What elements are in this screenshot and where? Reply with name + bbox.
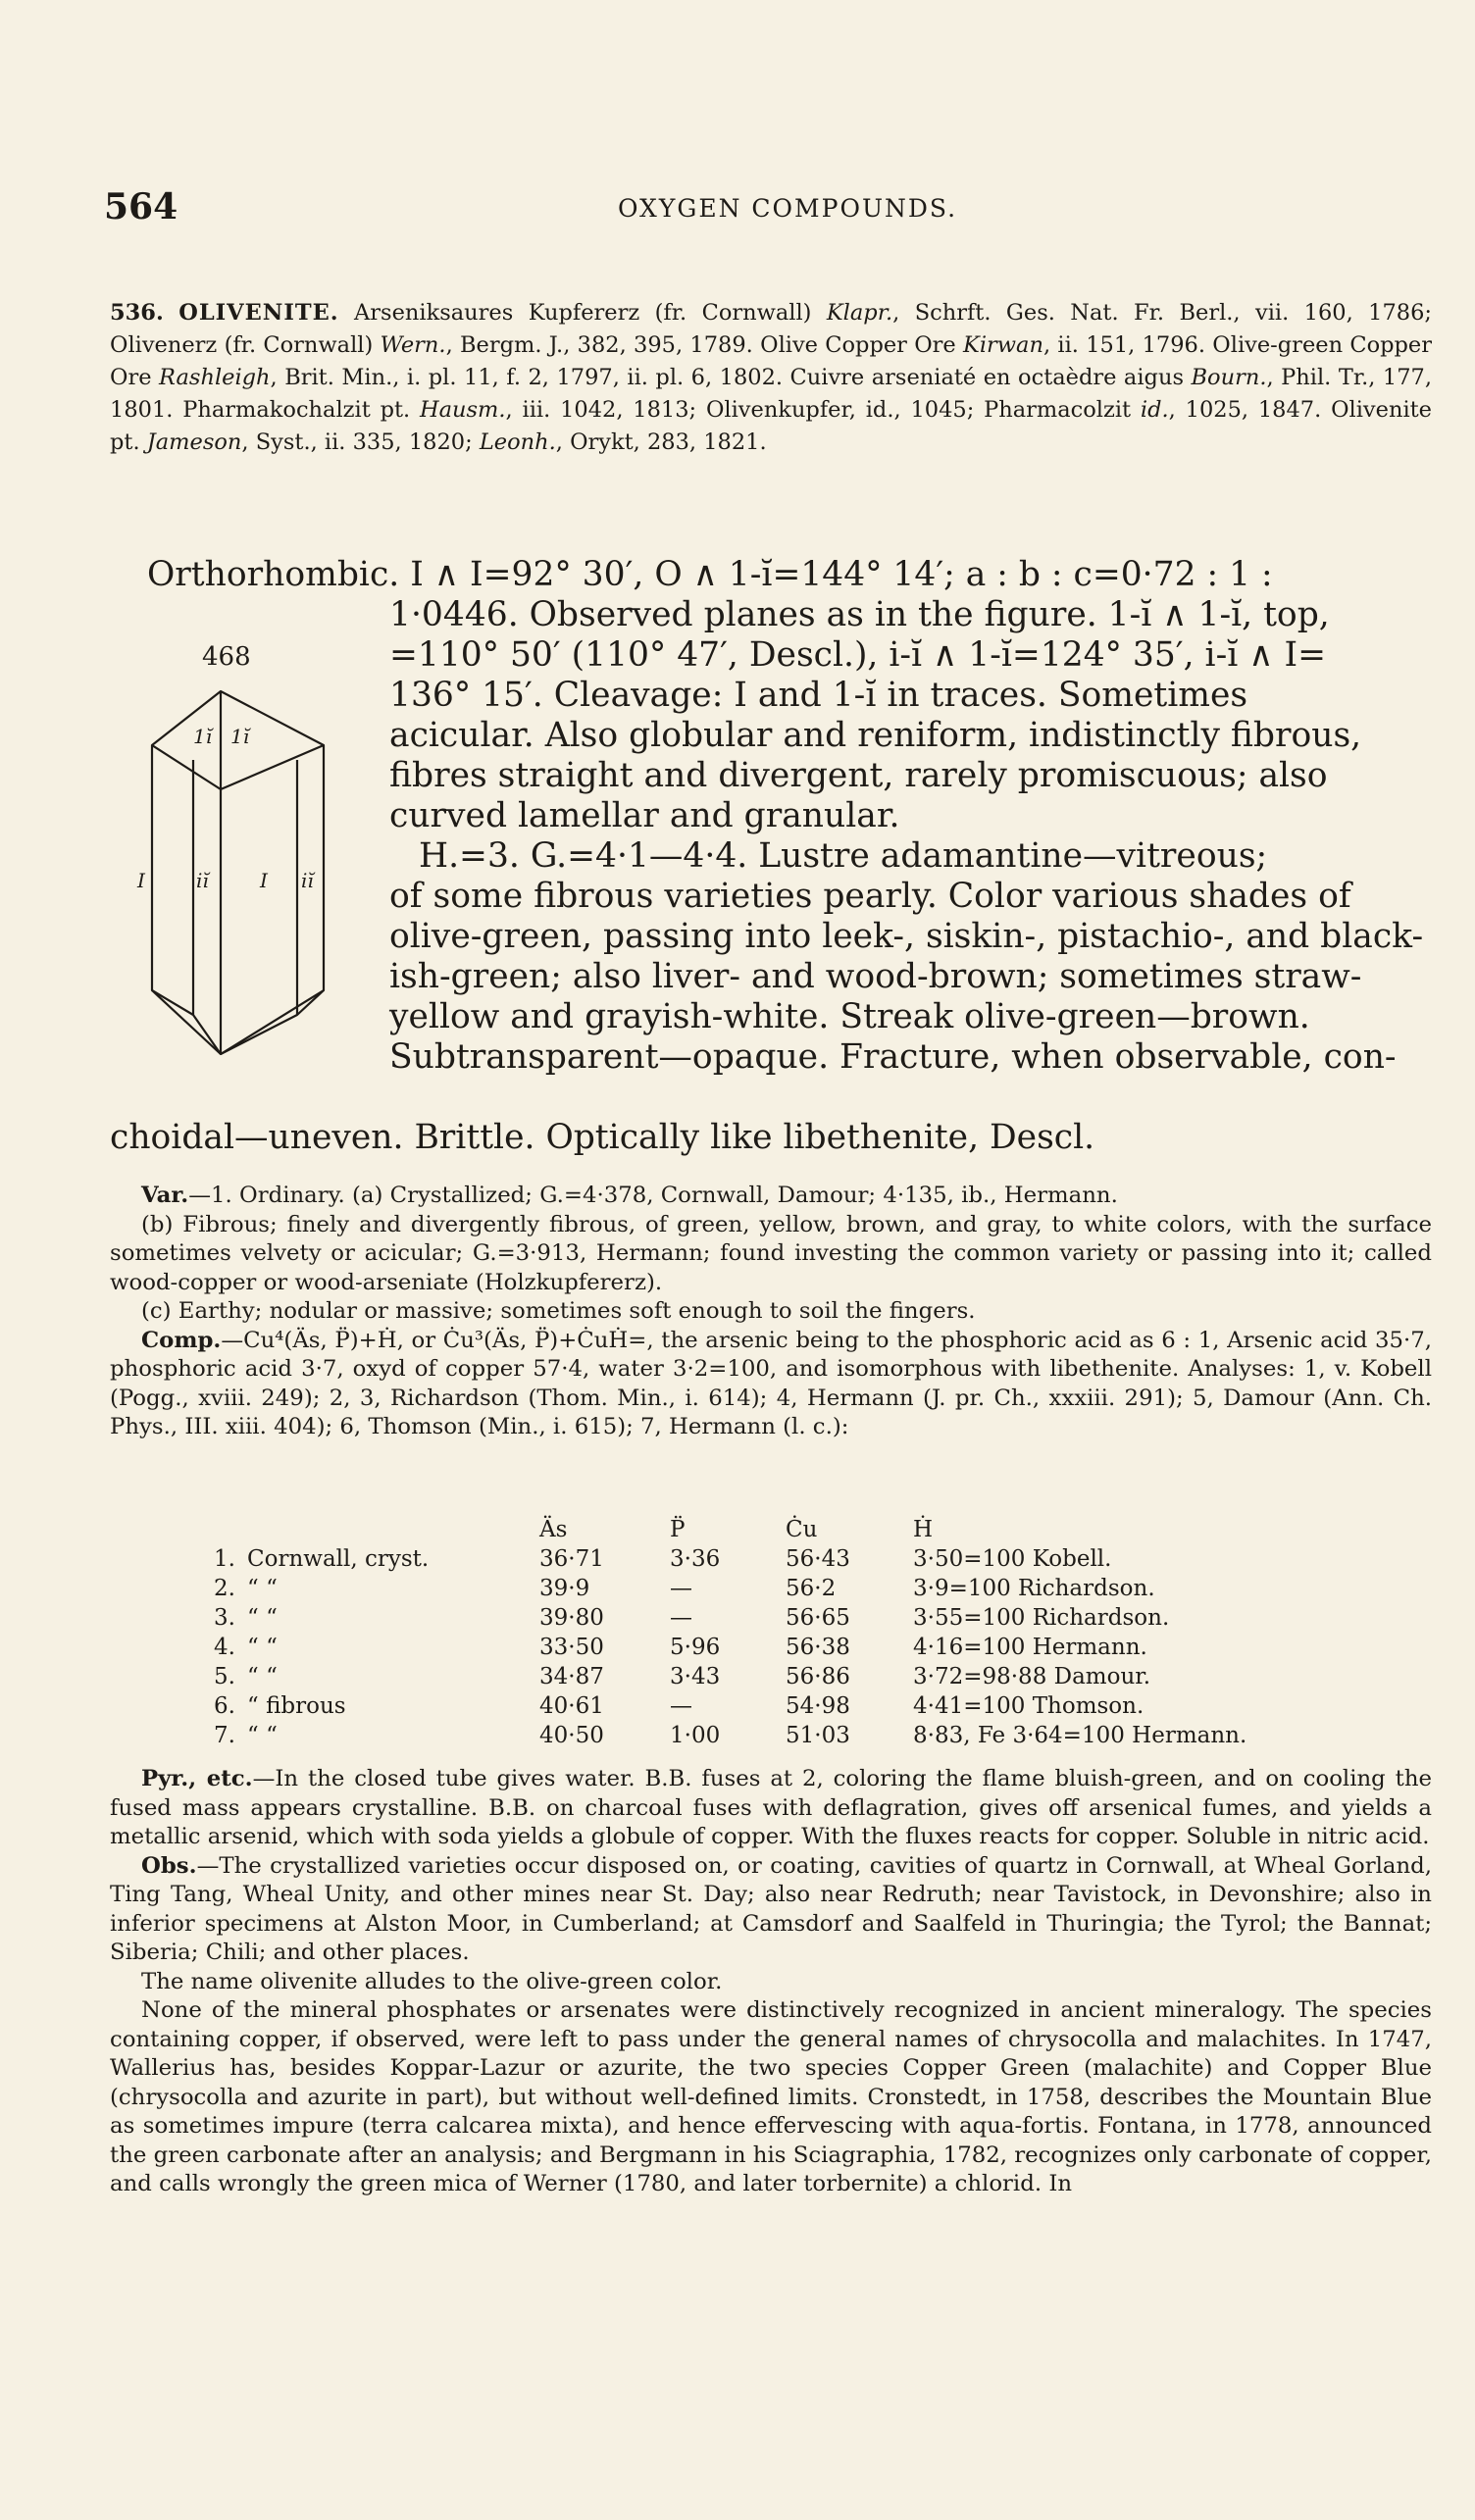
- description-line: Subtransparent—opaque. Fracture, when observable, con-: [389, 1037, 1397, 1077]
- table-cell: 4·41=100 Thomson.: [913, 1693, 1144, 1719]
- table-cell: 5.: [214, 1664, 235, 1689]
- table-row: [191, 1723, 1246, 1752]
- table-cell: Cornwall, cryst.: [247, 1546, 430, 1572]
- face-label-I-left: I: [137, 869, 145, 892]
- synonymy-segment: Wern.: [380, 332, 446, 358]
- table-cell: “ fibrous: [247, 1693, 346, 1719]
- face-label-ii-right: iĭ: [301, 869, 314, 892]
- table-cell: 54·98: [786, 1693, 850, 1719]
- table-cell: “ “: [247, 1576, 278, 1601]
- table-header: [191, 1517, 235, 1546]
- variety-ordinary: —1. Ordinary. (a) Crystallized; G.=4·378, Cornwall, Damour; 4·135, ib., Hermann.: [188, 1183, 1118, 1208]
- synonymy-segment: , Phil. Tr., 177, 1801. Pharmakochalzit pt.: [110, 365, 1433, 423]
- table-cell: 3·9=100 Richardson.: [913, 1576, 1155, 1601]
- description-line: yellow and grayish-white. Streak olive-green—brown.: [389, 997, 1310, 1036]
- synonymy-segment: , Syst., ii. 335, 1820;: [241, 429, 480, 455]
- table-header: [235, 1517, 539, 1546]
- synonymy-segment: Rashleigh: [159, 365, 271, 390]
- table-row: [191, 1605, 1246, 1635]
- table-cell: 3.: [214, 1605, 235, 1631]
- table-header: Äs: [539, 1517, 568, 1542]
- table-cell: 56·38: [786, 1635, 850, 1660]
- table-cell: 39·80: [539, 1605, 604, 1631]
- synonymy-segment: , Bergm. J., 382, 395, 1789. Olive Copper Ore: [445, 332, 964, 358]
- analyses-table: [191, 1517, 1246, 1752]
- table-cell: “ “: [247, 1635, 278, 1660]
- table-cell: 3·72=98·88 Damour.: [913, 1664, 1151, 1689]
- table-cell: —: [670, 1693, 692, 1719]
- table-cell: 3·50=100 Kobell.: [913, 1546, 1112, 1572]
- table-header: Ḣ: [913, 1517, 934, 1542]
- table-row: [191, 1635, 1246, 1664]
- entry-synonymy: [110, 297, 1432, 459]
- table-cell: “ “: [247, 1605, 278, 1631]
- table-cell: 4.: [214, 1635, 235, 1660]
- entry-name: OLIVENITE.: [178, 300, 339, 326]
- table-cell: 56·2: [786, 1576, 837, 1601]
- description-line: of some fibrous varieties pearly. Color various shades of: [389, 877, 1351, 916]
- description-line: ish-green; also liver- and wood-brown; sometimes straw-: [389, 957, 1362, 996]
- table-row: [191, 1576, 1246, 1605]
- description-line: fibres straight and divergent, rarely promiscuous; also: [389, 756, 1328, 795]
- table-cell: 3·55=100 Richardson.: [913, 1605, 1170, 1631]
- entry-number: 536.: [110, 300, 164, 326]
- face-label-I-front: I: [260, 869, 268, 892]
- pyr-label: Pyr., etc.: [141, 1766, 253, 1791]
- description-line: curved lamellar and granular.: [389, 796, 900, 835]
- obs-text: —The crystallized varieties occur disposed on, or coating, cavities of quartz in Cornwall, at Wheal Gorland, Ting Tang, Wheal Unity, and other mines near St. Day; also near Redruth; near Tavistock, in Devonshire; also in inferior specimens at Alston Moor, in Cumberland; at Camsdorf and Saalfeld in Thuringia; the Tyrol; the Bannat; Siberia; Chili; and other places.: [110, 1852, 1432, 1965]
- table-cell: —: [670, 1605, 692, 1631]
- description-line: acicular. Also globular and reniform, indistinctly fibrous,: [389, 716, 1362, 755]
- synonymy-segment: id.: [1140, 397, 1169, 423]
- table-cell: 34·87: [539, 1664, 604, 1689]
- variety-fibrous: (b) Fibrous; finely and divergently fibrous, of green, yellow, brown, and gray, to white colors, with the surface sometimes velvety or acicular; G.=3·913, Hermann; found investing the common variety or passing into it; called wood-copper or wood-arseniate (Holzkupfererz).: [110, 1211, 1432, 1295]
- synonymy-segment: , Brit. Min., i. pl. 11, f. 2, 1797, ii. pl. 6, 1802. Cuivre arseniaté en octaèdre aigus: [270, 365, 1192, 390]
- history-text: None of the mineral phosphates or arsenates were distinctively recognized in ancient mineralogy. The species containing copper, if observed, were left to pass under the general names of chrysocolla and malachites. In 1747, Wallerius has, besides Koppar-Lazur or azurite, the two species Copper Green (malachite) and Copper Blue (chrysocolla and azurite in part), but without well-defined limits. Cronstedt, in 1758, describes the Mountain Blue as sometimes impure (terra calcarea mixta), and hence effervescing with aqua-fortis. Fontana, in 1778, announced the green carbonate after an analysis; and Bergmann in his Sciagraphia, 1782, recognizes only carbonate of copper, and calls wrongly the green mica of Werner (1780, and later torbernite) a chlorid. In: [110, 1997, 1432, 2196]
- table-cell: 51·03: [786, 1723, 850, 1748]
- varieties-section: [110, 1182, 1432, 1442]
- table-row: [191, 1546, 1246, 1576]
- varieties-label: Var.: [141, 1183, 189, 1208]
- table-cell: 1·00: [670, 1723, 721, 1748]
- face-label-1i-right: 1ĭ: [230, 725, 250, 748]
- table-cell: 56·43: [786, 1546, 850, 1572]
- table-cell: 6.: [214, 1693, 235, 1719]
- table-header: Ċu: [786, 1517, 818, 1542]
- description-line: 136° 15′. Cleavage: I and 1-ĭ in traces. Sometimes: [389, 676, 1248, 715]
- synonymy-segment: Klapr.: [826, 300, 893, 326]
- page-number: 564: [104, 186, 178, 227]
- table-cell: 7.: [214, 1723, 235, 1748]
- table-row: [191, 1693, 1246, 1723]
- synonymy-segment: , Orykt, 283, 1821.: [555, 429, 767, 455]
- synonymy-segment: Arseniksaures Kupfererz (fr. Cornwall): [354, 300, 827, 326]
- description-line: 1·0446. Observed planes as in the figure. 1-ĭ ∧ 1-ĭ, top,: [389, 595, 1330, 634]
- face-label-ii-front: iĭ: [196, 869, 209, 892]
- description-block: [389, 595, 1432, 1078]
- name-note: The name olivenite alludes to the olive-green color.: [141, 1968, 723, 1994]
- crystal-figure: [132, 677, 343, 1074]
- description-line: =110° 50′ (110° 47′, Descl.), i-ĭ ∧ 1-ĭ=124° 35′, i-ĭ ∧ I=: [389, 635, 1326, 675]
- description-tail: choidal—uneven. Brittle. Optically like libethenite, Descl.: [110, 1118, 1095, 1157]
- table-row: [191, 1664, 1246, 1693]
- table-cell: 5·96: [670, 1635, 721, 1660]
- table-cell: 36·71: [539, 1546, 604, 1572]
- running-title: OXYGEN COMPOUNDS.: [618, 194, 958, 223]
- table-cell: 1.: [214, 1546, 235, 1572]
- pyr-text: —In the closed tube gives water. B.B. fuses at 2, coloring the flame bluish-green, and on cooling the fused mass appears crystalline. B.B. on charcoal fuses with deflagration, gives off arsenical fumes, and yields a metallic arsenid, which with soda yields a globule of copper. With the fluxes reacts for copper. Soluble in nitric acid.: [110, 1766, 1432, 1849]
- synonymy-segment: , iii. 1042, 1813; Olivenkupfer, id., 1045; Pharmacolzit: [505, 397, 1141, 423]
- synonymy-segment: Leonh.: [479, 429, 556, 455]
- synonymy-segment: , ii. 151, 1796. Olive-green Copper Ore: [110, 332, 1432, 390]
- variety-earthy: (c) Earthy; nodular or massive; sometimes soft enough to soil the fingers.: [141, 1298, 976, 1324]
- table-cell: 4·16=100 Hermann.: [913, 1635, 1147, 1660]
- table-cell: —: [670, 1576, 692, 1601]
- table-cell: 39·9: [539, 1576, 590, 1601]
- synonymy-segment: Bourn.: [1191, 365, 1267, 390]
- table-cell: “ “: [247, 1723, 278, 1748]
- obs-label: Obs.: [141, 1852, 197, 1879]
- synonymy-segment: Hausm.: [419, 397, 506, 423]
- synonymy-segment: , Schrft. Ges. Nat. Fr. Berl., vii. 160, 1786; Olivenerz (fr. Cornwall): [110, 300, 1433, 358]
- figure-number: 468: [202, 642, 251, 672]
- table-cell: 3·36: [670, 1546, 721, 1572]
- composition-text: —Cu⁴(Äs, P̈)+Ḣ, or Ċu³(Äs, P̈)+ĊuḢ=, the arsenic being to the phosphoric acid as 6 : 1, Arsenic acid 35·7, phosphoric acid 3·7, oxyd of copper 57·4, water 3·2=100, and isomorphous with libethenite. Analyses: 1, v. Kobell (Pogg., xviii. 249); 2, 3, Richardson (Thom. Min., i. 614); 4, Hermann (J. pr. Ch., xxxiii. 291); 5, Damour (Ann. Ch. Phys., III. xiii. 404); 6, Thomson (Min., i. 615); 7, Hermann (l. c.):: [110, 1327, 1432, 1439]
- table-cell: 33·50: [539, 1635, 604, 1660]
- table-cell: 3·43: [670, 1664, 721, 1689]
- description-line: H.=3. G.=4·1—4·4. Lustre adamantine—vitreous;: [419, 836, 1268, 876]
- synonymy-segment: Jameson: [146, 429, 242, 455]
- table-cell: 56·86: [786, 1664, 850, 1689]
- table-header: P̈: [670, 1517, 686, 1542]
- table-cell: 56·65: [786, 1605, 850, 1631]
- analyses-table-body: [191, 1546, 1246, 1752]
- table-cell: 2.: [214, 1576, 235, 1601]
- table-cell: 40·50: [539, 1723, 604, 1748]
- table-cell: 8·83, Fe 3·64=100 Hermann.: [913, 1723, 1247, 1748]
- synonymy-segment: , 1025, 1847. Olivenite pt.: [110, 397, 1433, 455]
- composition-label: Comp.: [141, 1327, 222, 1353]
- face-label-1i-left: 1ĭ: [193, 725, 213, 748]
- observations-section: [110, 1765, 1432, 2199]
- table-cell: “ “: [247, 1664, 278, 1689]
- table-header-row: [191, 1517, 1246, 1546]
- table-cell: 40·61: [539, 1693, 604, 1719]
- description-first-line: Orthorhombic. I ∧ I=92° 30′, O ∧ 1-ĭ=144° 14′; a : b : c=0·72 : 1 :: [147, 555, 1273, 594]
- description-line: olive-green, passing into leek-, siskin-, pistachio-, and black-: [389, 917, 1424, 956]
- synonymy-segment: Kirwan: [963, 332, 1043, 358]
